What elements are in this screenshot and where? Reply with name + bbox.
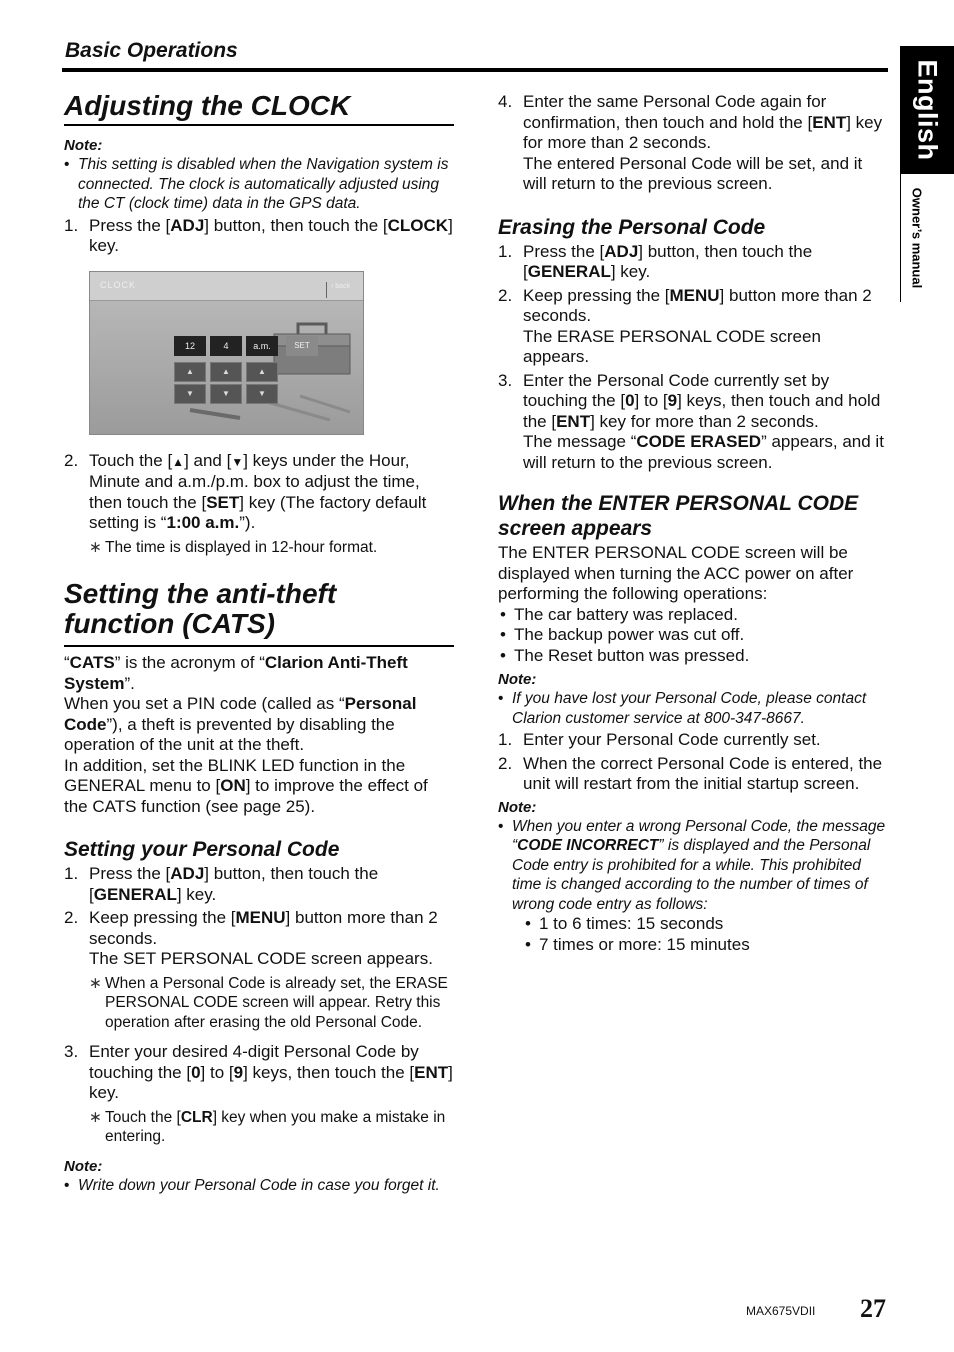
clock-note-label: Note:: [64, 137, 103, 154]
model-number: MAX675VDII: [746, 1304, 816, 1318]
setting-note-text: • Write down your Personal Code in case you forget it.: [64, 1176, 454, 1196]
erasing-step-2: 2. Keep pressing the [MENU] button more than 2 seconds. The ERASE PERSONAL CODE screen appears.: [498, 285, 872, 366]
enter-screen-bullets: [498, 605, 888, 667]
setting-step-3-footnote: ∗ Touch the [CLR] key when you make a mistake in entering.: [89, 1108, 454, 1147]
enter-screen-steps: [498, 730, 888, 795]
manual-label: Owner’s manual: [909, 187, 925, 289]
enter-screen-intro: The ENTER PERSONAL CODE screen will be displayed when turning the ACC power on after performing the following operations:: [498, 543, 854, 603]
cats-paragraph-1: “CATS” is the acronym of “Clarion Anti-Theft System”.: [64, 653, 408, 693]
clock-step-2-footnote: ∗ The time is displayed in 12-hour format.: [89, 538, 454, 558]
bullet-item: • The car battery was replaced.: [498, 605, 888, 626]
set-button[interactable]: SET: [286, 336, 318, 356]
screen-back-button: ‹ back: [326, 282, 350, 298]
language-tab: [900, 46, 954, 302]
clock-note-text: • This setting is disabled when the Navigation system is connected. The clock is automatically adjusted using the CT (clock time) data in the GPS data.: [64, 155, 454, 214]
setting-code-title: Setting your Personal Code: [64, 838, 340, 861]
clock-step-2: 2. Touch the [▲] and [▼] keys under the Hour, Minute and a.m./p.m. box to adjust the time, then touch the [SET] key (The factory default setting is “1:00 a.m.”). ∗ The time is displayed in 12-hour format.: [64, 451, 454, 558]
cats-title: Setting the anti-theft function (CATS): [64, 579, 454, 647]
clock-steps-cont: [64, 451, 454, 558]
right-column: [498, 92, 888, 955]
manual-tab: [900, 174, 954, 302]
enter-note2-label: Note:: [498, 798, 537, 816]
setting-step-2-footnote: ∗ When a Personal Code is already set, the ERASE PERSONAL CODE screen will appear. Retry this operation after erasing the old Personal Code.: [89, 974, 454, 1033]
enter-note1-label: Note:: [498, 671, 537, 688]
enter-note2-text: • When you enter a wrong Personal Code, the message “CODE INCORRECT” is displayed and the Personal Code entry is prohibited for a while. This prohibited time is changed according to the number of times of wrong code entry as follows:: [498, 817, 888, 915]
cats-paragraph-2: When you set a PIN code (called as “Personal Code”), a theft is prevented by disabling the operation of the unit at the theft.: [64, 694, 417, 754]
setting-step-3: 3. Enter your desired 4-digit Personal Code by touching the [0] to [9] keys, then touch the [ENT] key. ∗ Touch the [CLR] key when you make a mistake in entering.: [64, 1042, 454, 1147]
screen-title: CLOCK: [100, 279, 137, 290]
setting-step-4: 4. Enter the same Personal Code again for confirmation, then touch and hold the [ENT] key for more than 2 seconds. The entered Personal Code will be set, and it will return to the previous screen.: [498, 92, 883, 193]
enter-step-1: 1. Enter your Personal Code currently set.: [498, 730, 821, 749]
time-item: • 7 times or more: 15 minutes: [523, 935, 888, 956]
clock-title: Adjusting the CLOCK: [64, 88, 454, 126]
hour-box[interactable]: 12: [174, 336, 206, 356]
enter-step-2: 2. When the correct Personal Code is entered, the unit will restart from the initial startup screen.: [498, 753, 883, 793]
language-tab-english: [900, 46, 954, 166]
down-arrow-icon: ▼: [231, 454, 244, 469]
hour-down-icon[interactable]: ▼: [174, 384, 206, 404]
bullet-item: • The backup power was cut off.: [498, 625, 888, 646]
page-number: 27: [860, 1294, 886, 1323]
clock-steps: [64, 216, 454, 257]
enter-note1-text: • If you have lost your Personal Code, please contact Clarion customer service at 800-347-8667.: [498, 689, 888, 728]
setting-step-1: 1. Press the [ADJ] button, then touch the [GENERAL] key.: [64, 864, 379, 904]
up-arrow-icon: ▲: [172, 454, 185, 469]
erasing-step-1: 1. Press the [ADJ] button, then touch the [GENERAL] key.: [498, 241, 813, 281]
erasing-title: Erasing the Personal Code: [498, 215, 766, 239]
time-item: • 1 to 6 times: 15 seconds: [523, 914, 888, 935]
erasing-steps: [498, 242, 888, 474]
clock-screen-image: [89, 271, 364, 435]
ampm-down-icon[interactable]: ▼: [246, 384, 278, 404]
language-label: English: [912, 59, 943, 161]
setting-code-steps: [64, 864, 454, 1147]
hour-up-icon[interactable]: ▲: [174, 362, 206, 382]
erasing-step-3: 3. Enter the Personal Code currently set by touching the [0] to [9] keys, then touch and hold the [ENT] key for more than 2 seconds. The message “CODE ERASED” appears, and it will return to the previous screen.: [498, 370, 884, 472]
ampm-box[interactable]: a.m.: [246, 336, 278, 356]
left-column: [64, 88, 454, 1195]
ampm-up-icon[interactable]: ▲: [246, 362, 278, 382]
prohibited-times-list: [498, 914, 888, 955]
section-heading: Basic Operations: [65, 39, 238, 62]
bullet-item: • The Reset button was pressed.: [498, 646, 888, 667]
minute-up-icon[interactable]: ▲: [210, 362, 242, 382]
cats-paragraph-3: In addition, set the BLINK LED function in the GENERAL menu to [ON] to improve the effect of the CATS function (see page 25).: [64, 755, 428, 816]
header-rule: [62, 68, 888, 72]
enter-screen-title: When the ENTER PERSONAL CODE screen appears: [498, 492, 859, 540]
minute-down-icon[interactable]: ▼: [210, 384, 242, 404]
setting-note-label: Note:: [64, 1157, 103, 1175]
setting-code-steps-cont: [498, 92, 888, 195]
clock-step-1: 1. Press the [ADJ] button, then touch the [CLOCK] key.: [64, 215, 453, 255]
setting-step-2: 2. Keep pressing the [MENU] button more than 2 seconds. The SET PERSONAL CODE screen appears. ∗ When a Personal Code is already set, the ERASE PERSONAL CODE screen will appear. Retry this operation after erasing the old Personal Code.: [64, 908, 454, 1032]
minute-box[interactable]: 4: [210, 336, 242, 356]
